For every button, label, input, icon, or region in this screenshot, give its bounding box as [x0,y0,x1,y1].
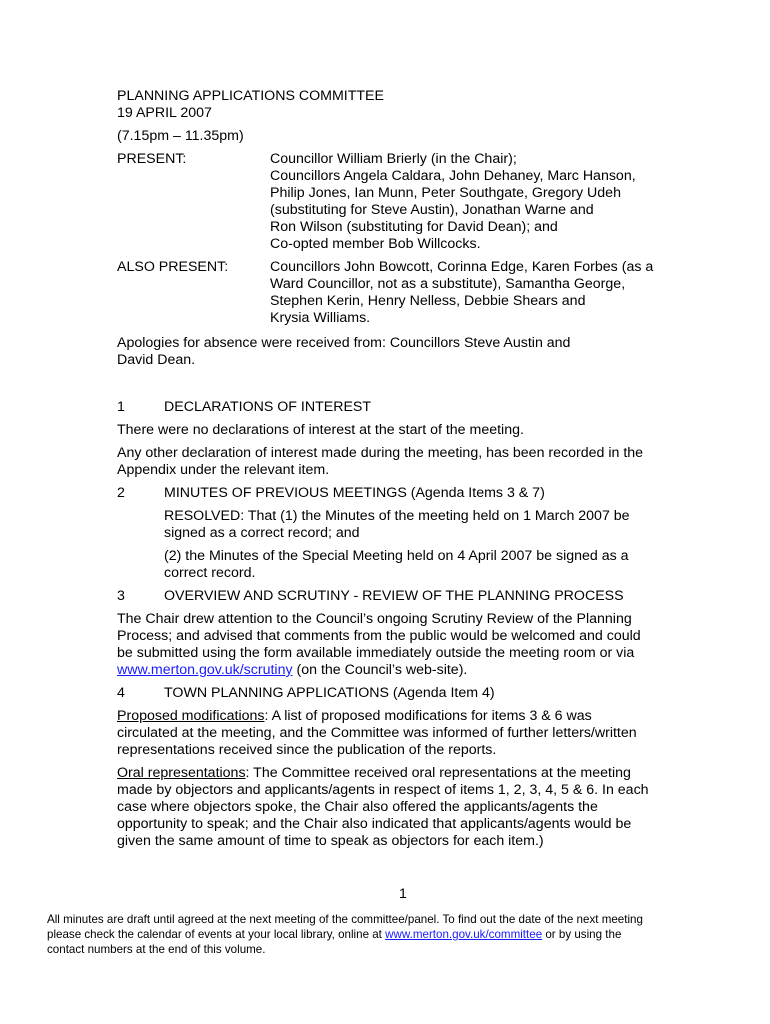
present-label: PRESENT: [117,151,187,167]
text-line [117,708,717,725]
section-3-heading [117,588,717,605]
also-present-line: Ward Councillor, not as a substitute), Samantha George, [270,276,626,292]
apologies-line: Apologies for absence were received from: Councillors Steve Austin and [117,335,571,351]
proposed-modifications-label: Proposed modifications [117,708,265,724]
present-line: Councillor William Brierly (in the Chair); [270,151,517,167]
meeting-time: (7.15pm – 11.35pm) [117,128,244,144]
section-3-para [117,611,717,679]
section-1-para-1: There were no declarations of interest at the start of the meeting. [117,422,524,438]
resolution-2 [117,548,717,582]
also-present-list [270,259,717,327]
apologies-line: David Dean. [117,352,196,368]
section-number: 1 [117,399,125,415]
page-number: 1 [399,886,407,902]
text-line: given the same amount of time to speak as objectors for each item.) [117,833,544,849]
text-line: The Chair drew attention to the Council’s ongoing Scrutiny Review of the Planning [117,611,632,627]
section-number: 4 [117,685,125,701]
also-present-line: Krysia Williams. [270,310,371,326]
section-title: TOWN PLANNING APPLICATIONS (Agenda Item 4) [164,685,495,701]
text-line: Process; and advised that comments from the public would be welcomed and could [117,628,641,644]
section-number: 3 [117,588,125,604]
committee-title: PLANNING APPLICATIONS COMMITTEE [117,88,384,104]
text-line: case where objectors spoke, the Chair also offered the applicants/agents the [117,799,598,815]
resolution-1 [117,508,717,542]
text-span: : A list of proposed modifications for items 3 & 6 was [264,708,592,724]
text-line: (2) the Minutes of the Special Meeting held on 4 April 2007 be signed as a [164,548,629,564]
oral-representations-label: Oral representations [117,765,246,781]
text-line: Appendix under the relevant item. [117,462,330,478]
text-line: representations received since the publication of the reports. [117,742,497,758]
text-line: correct record. [164,565,256,581]
footer-line: All minutes are draft until agreed at the next meeting of the committee/panel. To find out the date of the next meeting [47,913,643,926]
present-line: Councillors Angela Caldara, John Dehaney, Marc Hanson, [270,168,636,184]
oral-representations-para [117,765,717,850]
present-block [117,151,717,253]
text-line [117,662,717,679]
meeting-date: 19 APRIL 2007 [117,105,212,121]
footer-text: or by using the [542,928,622,941]
footer-text: please check the calendar of events at your local library, online at [47,928,386,941]
present-line: Ron Wilson (substituting for David Dean); and [270,219,558,235]
apologies-paragraph [117,335,717,369]
section-2-heading [117,485,717,502]
section-number: 2 [117,485,125,501]
text-line: RESOLVED: That (1) the Minutes of the meeting held on 1 March 2007 be [164,508,630,524]
present-line: (substituting for Steve Austin), Jonathan Warne and [270,202,594,218]
present-line: Co-opted member Bob Willcocks. [270,236,481,252]
text-span: : The Committee received oral representations at the meeting [245,765,631,781]
also-present-line: Councillors John Bowcott, Corinna Edge, Karen Forbes (as a [270,259,654,275]
section-4-heading [117,685,717,702]
proposed-modifications-para [117,708,717,759]
also-present-block [117,259,717,327]
committee-link[interactable]: www.merton.gov.uk/committee [385,928,543,941]
text-line: be submitted using the form available immediately outside the meeting room or via [117,645,635,661]
text-line: Any other declaration of interest made during the meeting, has been recorded in the [117,445,644,461]
footer-note [47,912,727,957]
section-title: MINUTES OF PREVIOUS MEETINGS (Agenda Items 3 & 7) [164,485,545,501]
section-1-para-2 [117,445,717,479]
also-present-line: Stephen Kerin, Henry Nelless, Debbie Shears and [270,293,586,309]
section-title: OVERVIEW AND SCRUTINY - REVIEW OF THE PLANNING PROCESS [164,588,624,604]
text-line: made by objectors and applicants/agents in respect of items 1, 2, 3, 4, 5 & 6. In each [117,782,649,798]
also-present-label: ALSO PRESENT: [117,259,229,275]
link-tail-text: (on the Council’s web-site). [292,662,468,678]
present-list [270,151,717,253]
present-line: Philip Jones, Ian Munn, Peter Southgate, Gregory Udeh [270,185,621,201]
text-line: opportunity to speak; and the Chair also indicated that applicants/agents would be [117,816,632,832]
footer-line [47,927,727,942]
text-line: circulated at the meeting, and the Committee was informed of further letters/written [117,725,637,741]
section-title: DECLARATIONS OF INTEREST [164,399,372,415]
minutes-page [117,88,717,850]
footer-line: contact numbers at the end of this volume. [47,943,266,956]
text-line [117,765,717,782]
section-1-heading [117,399,717,416]
scrutiny-link[interactable]: www.merton.gov.uk/scrutiny [117,662,293,678]
text-line: signed as a correct record; and [164,525,360,541]
